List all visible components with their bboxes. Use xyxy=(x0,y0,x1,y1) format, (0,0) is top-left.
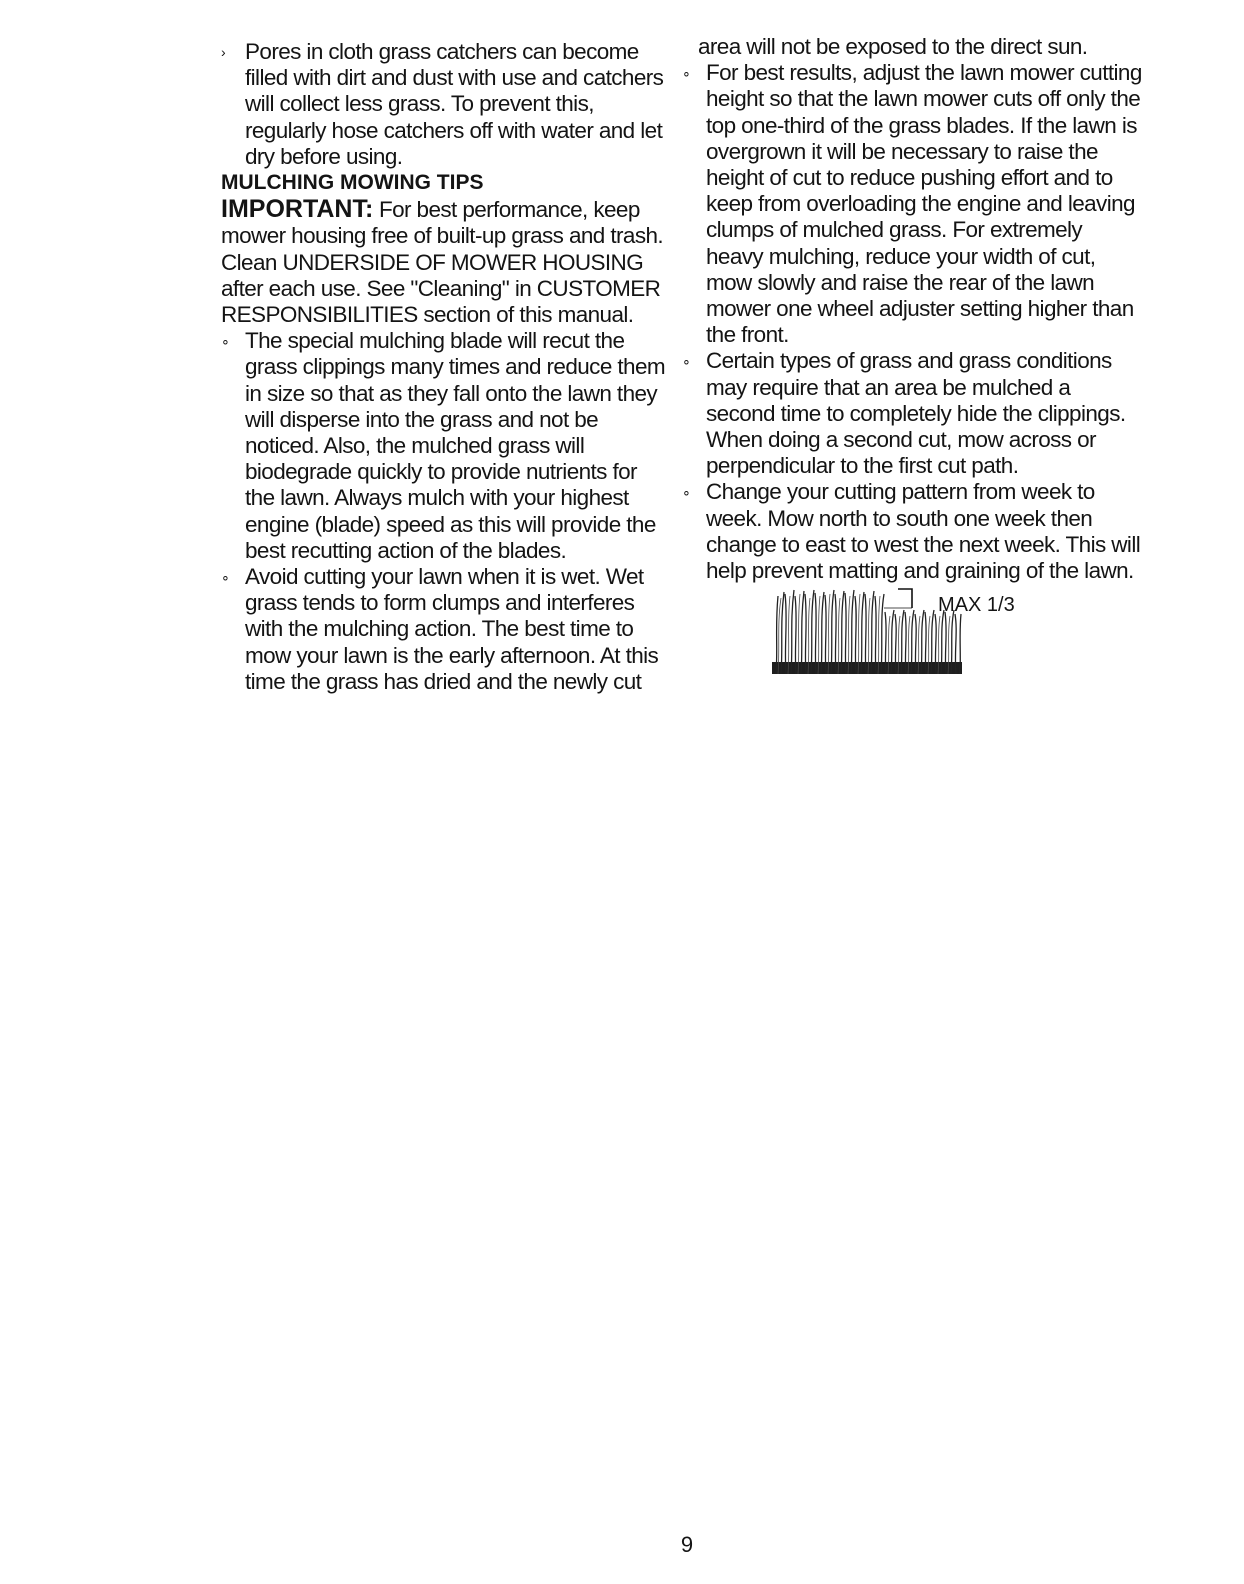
grass-figure xyxy=(682,584,1142,676)
list-item-catchers xyxy=(221,39,671,170)
continuation-text: area will not be exposed to the direct sun. xyxy=(698,34,1088,59)
max-one-third-label: MAX 1/3 xyxy=(938,594,1015,617)
section-heading: MULCHING MOWING TIPS xyxy=(221,171,484,195)
bullet-icon: ∘ xyxy=(682,65,691,82)
avoid-wet-text: Avoid cutting your lawn when it is wet. Wet grass tends to form clumps and interferes with the mulching action. The best time to mow your lawn is the early afternoon. At this time the grass has dried and the newly cut xyxy=(245,564,659,694)
important-label: IMPORTANT: xyxy=(221,195,374,224)
bullet-icon: ∘ xyxy=(221,569,230,586)
second-cut-text: Certain types of grass and grass conditions may require that an area be mulched a second time to completely hide the clippings. When doing a second cut, mow across or perpendicular to the first cut path. xyxy=(706,348,1126,479)
important-note xyxy=(221,196,671,328)
grass-blades-illustration xyxy=(772,588,962,674)
list-item-special-blade xyxy=(221,328,671,564)
important-text: For best performance, keep mower housing free of built-up grass and trash. Clean UNDERSIDE OF MOWER HOUSING after each use. See "Cleaning" in CUSTOMER RESPONSIBILITIES section of this manual. xyxy=(221,197,664,328)
page-number: 9 xyxy=(680,1532,694,1557)
pattern-text: Change your cutting pattern from week to week. Mow north to south one week then change to east to west the next week. This will help prevent matting and graining of the lawn. xyxy=(706,479,1141,584)
list-item-avoid-wet xyxy=(221,564,671,695)
bullet-icon: ∘ xyxy=(682,353,691,370)
special-blade-text: The special mulching blade will recut the grass clippings many times and reduce them in size so that as they fall onto the lawn they will disperse into the grass and not be noticed. Also, the mulched grass will biodegrade quickly to provide nutrients for the lawn. Always mulch with your highest engine (blade) speed as this will provide the best recutting action of the blades. xyxy=(245,328,666,563)
list-item-pattern xyxy=(682,479,1142,584)
catchers-text: Pores in cloth grass catchers can become filled with dirt and dust with use and catchers will collect less grass. To prevent this, regularly hose catchers off with water and let dry before using. xyxy=(245,39,664,169)
right-column xyxy=(682,34,1142,676)
bullet-icon: ∘ xyxy=(221,333,230,350)
cut-height-text: For best results, adjust the lawn mower cutting height so that the lawn mower cuts off only the top one-third of the grass blades. If the lawn is overgrown it will be necessary to raise the height of cut to reduce pushing effort and to keep from overloading the engine and leaving clumps of mulched grass. For extremely heavy mulching, reduce your width of cut, mow slowly and raise the rear of the lawn mower one wheel adjuster setting higher than the front. xyxy=(706,60,1142,348)
list-item-cut-height xyxy=(682,60,1142,348)
bullet-icon: ∘ xyxy=(682,484,691,501)
list-item-second-cut xyxy=(682,348,1142,479)
left-column xyxy=(221,39,671,695)
bullet-icon: › xyxy=(221,44,226,60)
